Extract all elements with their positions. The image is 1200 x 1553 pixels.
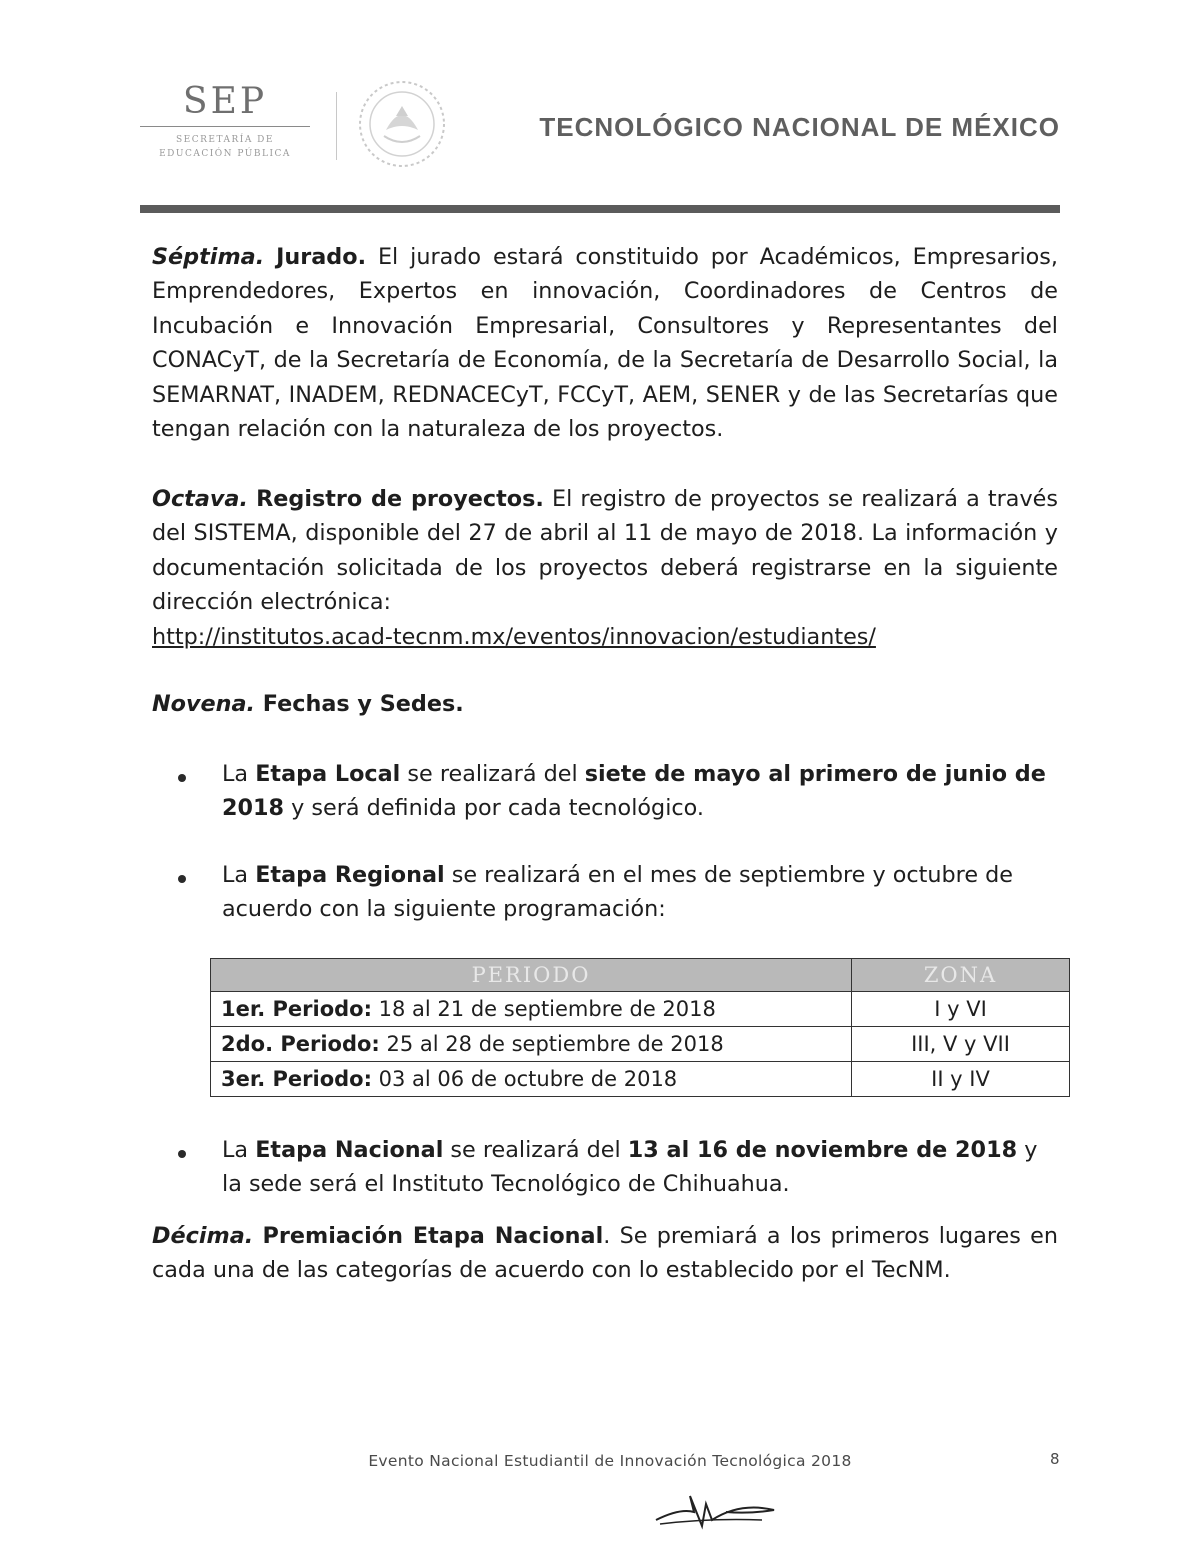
decima-title: Premiación Etapa Nacional: [262, 1223, 604, 1249]
page-number: 8: [1050, 1450, 1060, 1468]
bullet-nacional-mid: se realizará del: [443, 1137, 628, 1163]
bullet-nacional-dates: 13 al 16 de noviembre de 2018: [627, 1137, 1018, 1163]
table-row: [211, 1027, 1070, 1062]
bullet-regional-stage: Etapa Regional: [255, 862, 445, 888]
bullet-local-stage: Etapa Local: [255, 761, 401, 787]
bullet-regional-post: se realizará en el mes de septiembre y octubre de acuerdo con la siguiente programación:: [222, 862, 1014, 922]
bullet-etapa-local: [222, 757, 1062, 825]
decima-label: Décima.: [152, 1223, 254, 1249]
sep-abbrev: SEP: [182, 81, 268, 122]
septima-title: Jurado.: [276, 244, 367, 270]
header-bar: [140, 205, 1060, 213]
bullet-local-pre: La: [222, 761, 256, 787]
header-periodo: PERIODO: [211, 959, 852, 992]
zone-cell: II y IV: [852, 1062, 1070, 1097]
table-header-row: [211, 959, 1070, 992]
bullet-local-dates: siete de mayo al primero de junio de 2018: [222, 761, 1046, 821]
octava-label: Octava.: [152, 486, 248, 512]
institution-title: TECNOLÓGICO NACIONAL DE MÉXICO: [539, 112, 1060, 142]
bullet-etapa-regional: [222, 858, 1062, 926]
octava-text: El registro de proyectos se realizará a través del SISTEMA, disponible del 27 de abril al 11 de mayo de 2018. La información y documentación solicitada de los proyectos deberá registrarse en la siguiente dirección electrónica:: [152, 486, 1059, 616]
bullet-nacional-pre: La: [222, 1137, 256, 1163]
footer-event: Evento Nacional Estudiantil de Innovación Tecnológica 2018: [368, 1452, 852, 1470]
bullet-dot-nacional: [178, 1150, 186, 1158]
header-zona: ZONA: [852, 959, 1070, 992]
novena-title: Fechas y Sedes.: [262, 691, 464, 717]
septima-text: El jurado estará constituido por Académicos, Empresarios, Emprendedores, Expertos en innovación, Coordinadores de Centros de Incubación e Innovación Empresarial, Consultores y Representantes del CONACyT, de la Secretaría de Economía, de la Secretaría de Desarrollo Social, la SEMARNAT, INADEM, REDNACECyT, FCCyT, AEM, SENER y de las Secretarías que tengan relación con la naturaleza de los proyectos.: [152, 244, 1058, 443]
bullet-regional-pre: La: [222, 862, 256, 888]
section-decima: [152, 1219, 1058, 1288]
table-row: [211, 992, 1070, 1027]
section-novena: [152, 687, 464, 721]
period-label: 1er. Periodo:: [221, 997, 372, 1021]
signature-icon: [650, 1490, 780, 1532]
bullet-nacional-post: y la sede será el Instituto Tecnológico de Chihuahua.: [222, 1137, 1038, 1197]
period-label: 3er. Periodo:: [221, 1067, 372, 1091]
sep-logo-rule: [140, 126, 310, 127]
sep-line-1: SECRETARÍA DE: [176, 135, 274, 145]
bullet-dot-local: [178, 774, 186, 782]
section-septima: [152, 240, 1058, 446]
sep-logo: [140, 82, 310, 161]
section-octava: [152, 482, 1058, 620]
octava-title: Registro de proyectos.: [256, 486, 544, 512]
period-dates: 18 al 21 de septiembre de 2018: [371, 997, 716, 1021]
bullet-dot-regional: [178, 875, 186, 883]
bullet-local-mid: se realizará del: [400, 761, 585, 787]
national-seal-icon: [356, 78, 448, 170]
registration-link[interactable]: http://institutos.acad-tecnm.mx/eventos/innovacion/estudiantes/: [152, 624, 876, 650]
novena-label: Novena.: [152, 691, 256, 717]
period-cell: [211, 1027, 852, 1062]
period-label: 2do. Periodo:: [221, 1032, 380, 1056]
zone-cell: I y VI: [852, 992, 1070, 1027]
period-cell: [211, 1062, 852, 1097]
decima-text: . Se premiará a los primeros lugares en cada una de las categorías de acuerdo con lo establecido por el TecNM.: [152, 1223, 1058, 1284]
header-divider: [336, 92, 337, 160]
zone-cell: III, V y VII: [852, 1027, 1070, 1062]
period-cell: [211, 992, 852, 1027]
table-row: [211, 1062, 1070, 1097]
period-dates: 25 al 28 de septiembre de 2018: [379, 1032, 724, 1056]
period-dates: 03 al 06 de octubre de 2018: [371, 1067, 678, 1091]
septima-label: Séptima.: [152, 244, 265, 270]
bullet-etapa-nacional: [222, 1133, 1062, 1201]
sep-line-2: EDUCACIÓN PÚBLICA: [159, 149, 291, 159]
schedule-table: [210, 958, 1070, 1097]
bullet-local-post: y será definida por cada tecnológico.: [284, 795, 704, 821]
bullet-nacional-stage: Etapa Nacional: [255, 1137, 444, 1163]
